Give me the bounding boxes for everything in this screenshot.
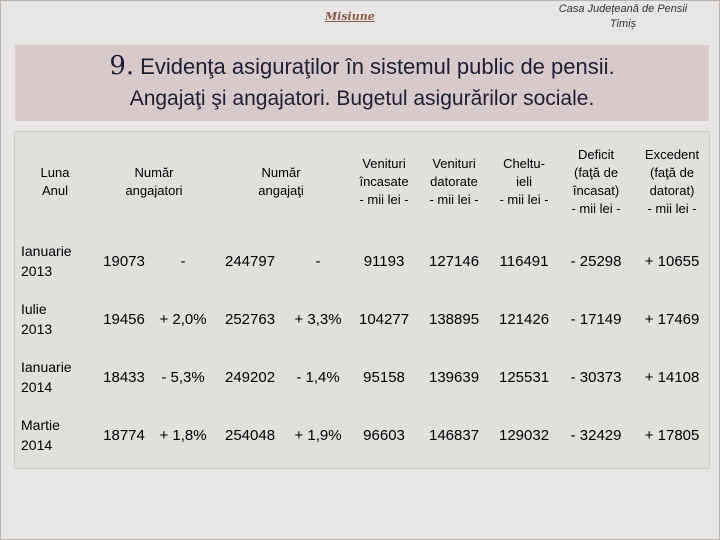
- page-title: [15, 51, 709, 81]
- employers-change: + 1,8%: [159, 426, 207, 444]
- header-employees: Număr angajaţi: [258, 165, 304, 198]
- surplus: + 10655: [644, 252, 700, 270]
- employers-count: 18774: [103, 426, 145, 444]
- employees-count: 252763: [224, 310, 276, 328]
- section-number: 9.: [109, 51, 135, 81]
- statistics-table: [15, 132, 711, 464]
- row-period: Ianuarie 2013: [21, 243, 72, 279]
- deficit: - 32429: [570, 426, 622, 444]
- expenses: 121426: [499, 310, 550, 328]
- collected-income: 104277: [359, 310, 410, 328]
- due-income: 138895: [429, 310, 480, 328]
- deficit: - 30373: [570, 368, 622, 386]
- employees-change: + 1,9%: [294, 426, 342, 444]
- header-period: Luna Anul: [40, 165, 70, 198]
- row-period: Ianuarie 2014: [21, 359, 72, 395]
- header-surplus: Excedent (faţă de datorat) - mii lei -: [644, 147, 700, 216]
- table-row: [15, 290, 711, 348]
- institution-line-2: Timiș: [609, 18, 637, 30]
- deficit: - 17149: [570, 310, 622, 328]
- title-text-1: Evidenţa asiguraţilor în sistemul public de pensii.: [140, 54, 615, 79]
- employees-change: -: [315, 252, 321, 270]
- page-subtitle: Angajaţi şi angajatori. Bugetul asigurărilor sociale.: [129, 87, 595, 110]
- employees-count: 244797: [224, 252, 276, 270]
- employees-change: - 1,4%: [296, 368, 340, 386]
- surplus: + 17805: [644, 426, 700, 444]
- statistics-table-container: [14, 131, 710, 469]
- table-row: [15, 348, 711, 406]
- due-income: 127146: [429, 252, 480, 270]
- employees-count: 254048: [224, 426, 276, 444]
- table-header-row: [15, 132, 711, 232]
- header-due: Venituri datorate - mii lei -: [429, 156, 479, 207]
- surplus: + 14108: [644, 368, 700, 386]
- deficit: - 25298: [570, 252, 622, 270]
- employers-change: -: [180, 252, 186, 270]
- employers-count: 18433: [103, 368, 145, 386]
- header-expenses: Cheltu- ieli - mii lei -: [499, 156, 549, 207]
- employers-change: + 2,0%: [159, 310, 207, 328]
- collected-income: 91193: [363, 252, 405, 270]
- table-row: [15, 406, 711, 464]
- due-income: 139639: [429, 368, 480, 386]
- due-income: 146837: [429, 426, 480, 444]
- title-band: [15, 45, 709, 121]
- header-collected: Venituri încasate - mii lei -: [359, 156, 409, 207]
- employers-count: 19456: [103, 310, 145, 328]
- row-period: Martie 2014: [21, 417, 60, 453]
- header-deficit: Deficit (faţă de încasat) - mii lei -: [571, 147, 621, 216]
- institution-line-1: Casa Județeană de Pensii: [558, 3, 688, 15]
- expenses: 129032: [499, 426, 550, 444]
- row-period: Iulie 2013: [21, 301, 53, 337]
- employers-count: 19073: [103, 252, 145, 270]
- table-row: [15, 232, 711, 290]
- mission-link[interactable]: Misiune: [325, 10, 375, 23]
- collected-income: 96603: [363, 426, 405, 444]
- institution-name: [543, 2, 703, 32]
- employers-change: - 5,3%: [161, 368, 205, 386]
- employees-change: + 3,3%: [294, 310, 342, 328]
- surplus: + 17469: [644, 310, 700, 328]
- expenses: 116491: [499, 252, 549, 270]
- collected-income: 95158: [363, 368, 405, 386]
- expenses: 125531: [499, 368, 550, 386]
- header-employers: Număr angajatori: [125, 165, 183, 198]
- employees-count: 249202: [224, 368, 276, 386]
